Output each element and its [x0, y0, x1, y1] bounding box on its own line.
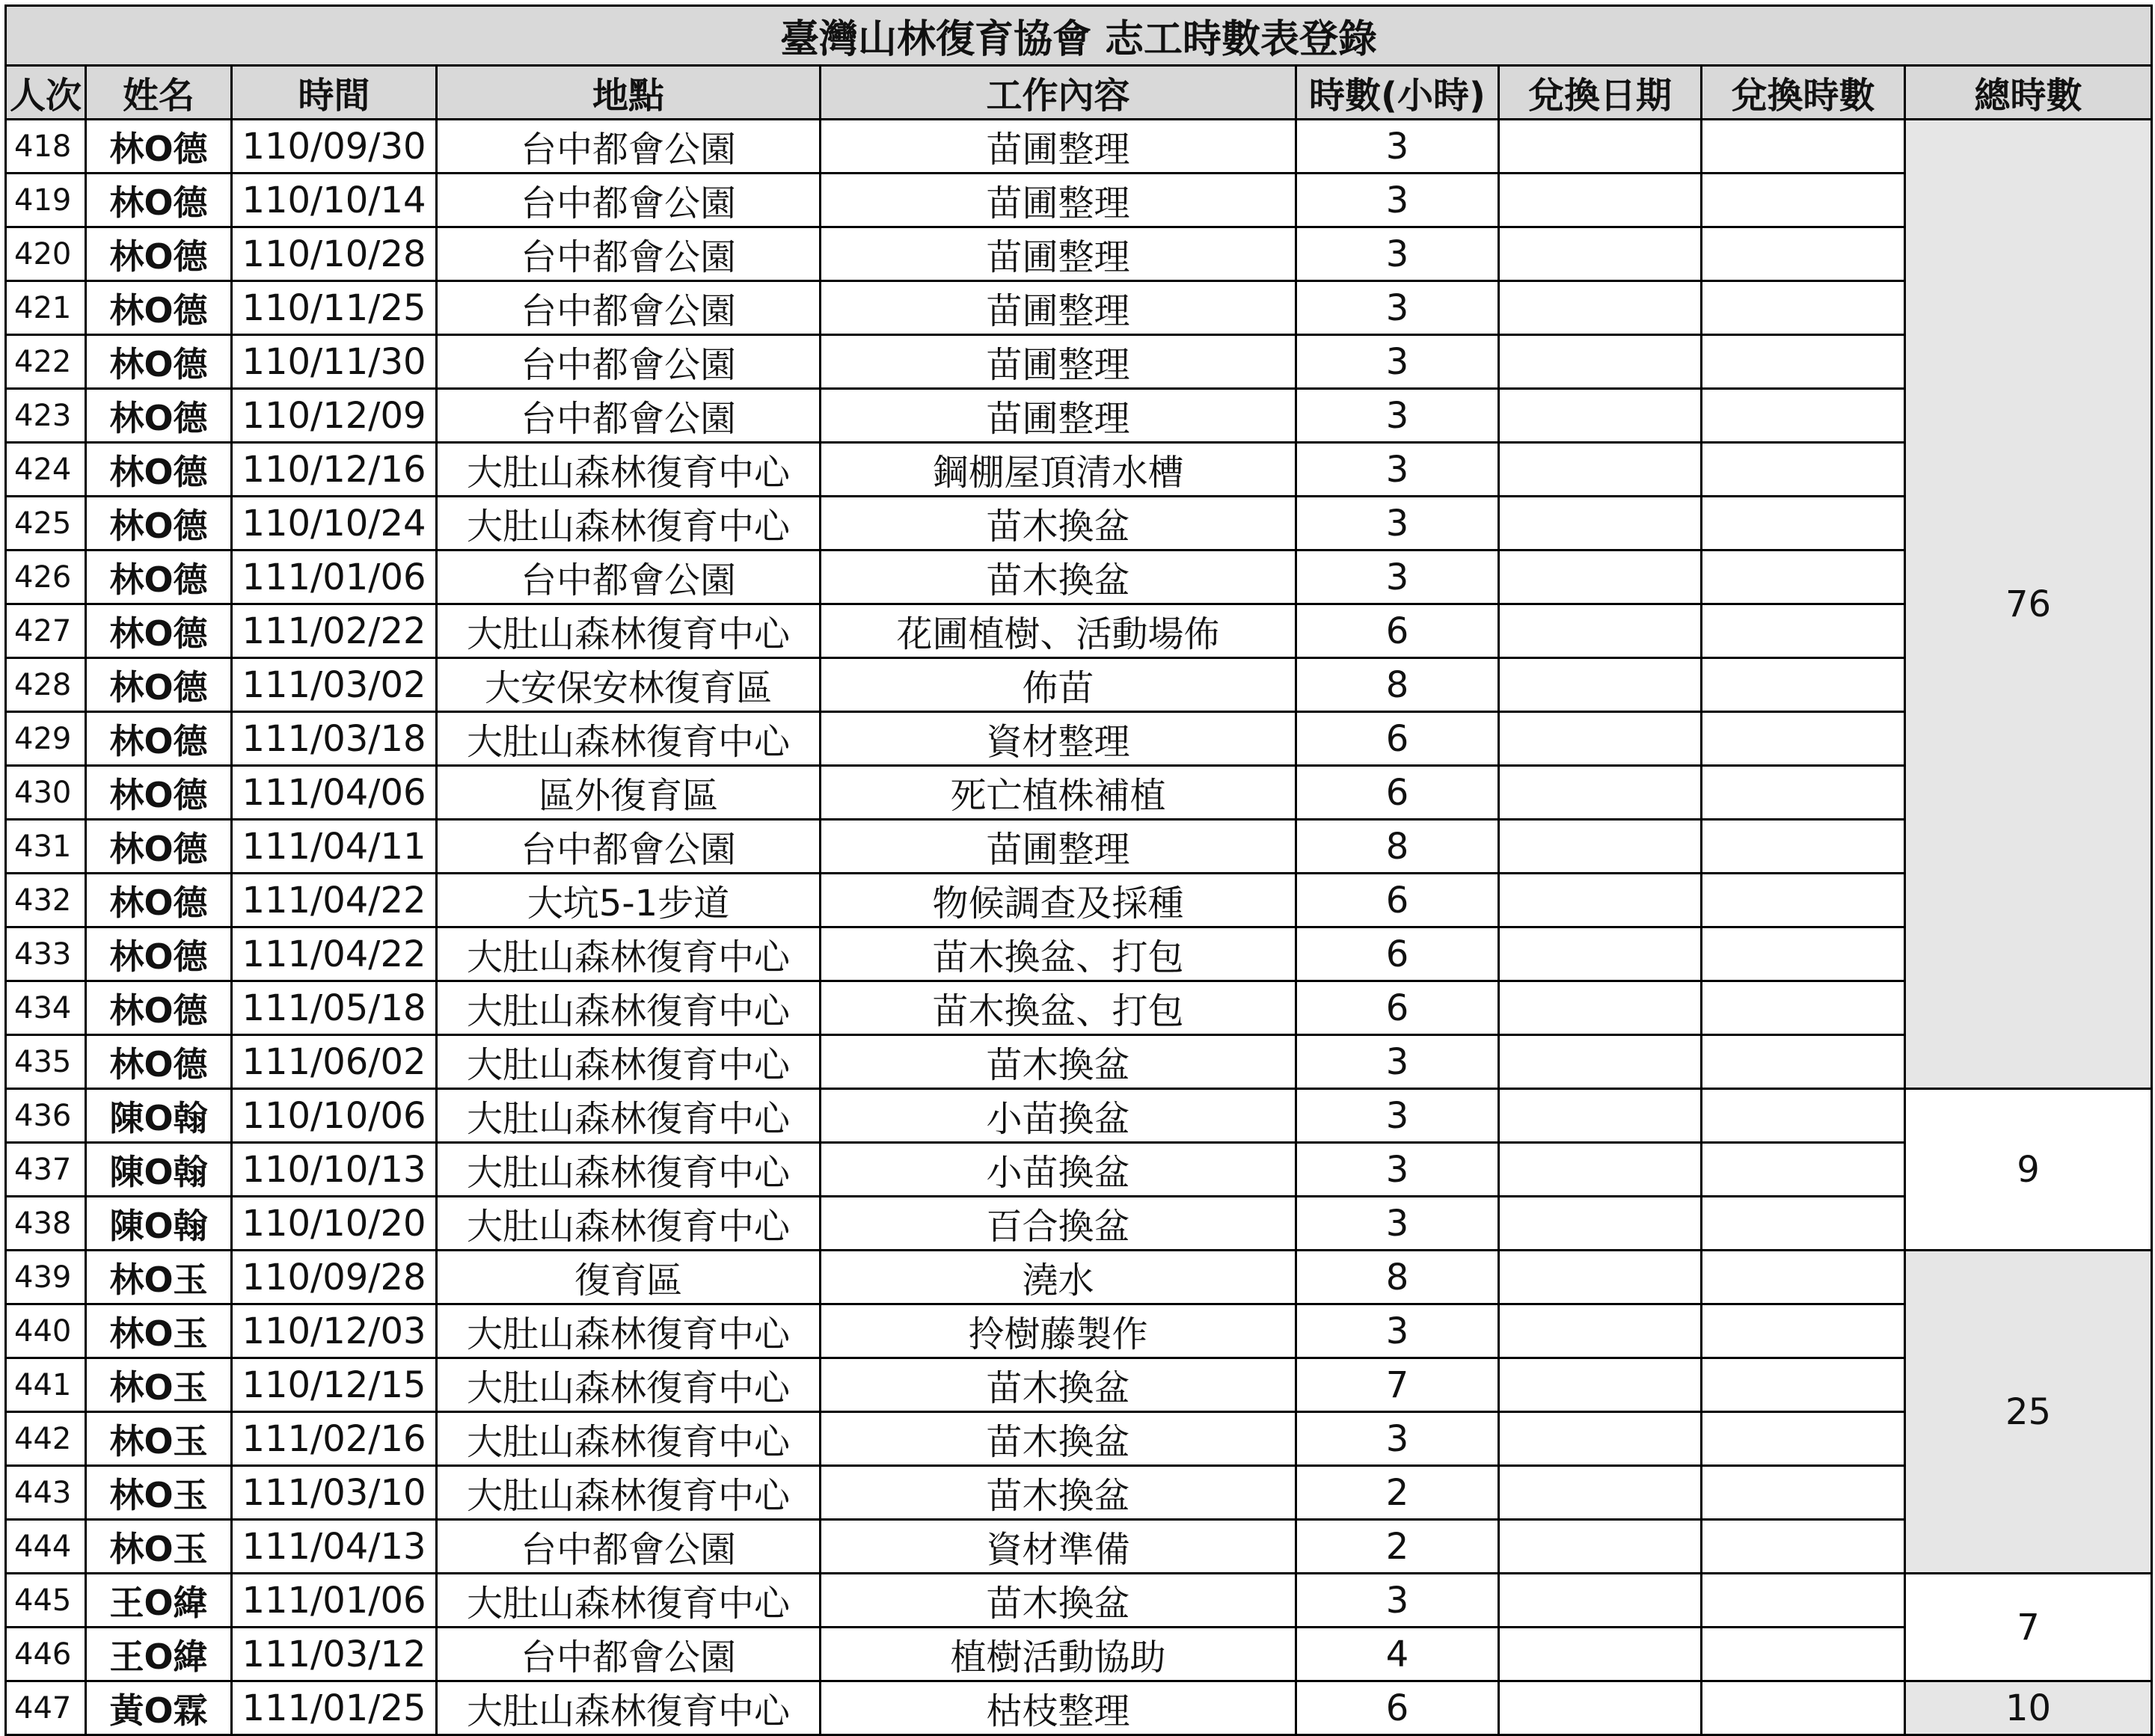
volunteer-name: 陳O翰 [86, 1089, 232, 1143]
work-task: 佈苗 [821, 658, 1296, 712]
exchange-date-cell [1499, 550, 1702, 604]
volunteer-name: 林O德 [86, 604, 232, 658]
work-task: 苗木換盆 [821, 1466, 1296, 1520]
exchange-date-cell [1499, 120, 1702, 174]
volunteer-name: 林O德 [86, 927, 232, 981]
exchange-date-cell [1499, 658, 1702, 712]
header-total: 總時數 [1905, 66, 2152, 120]
exchange-hours-cell [1702, 1466, 1905, 1520]
row-number: 428 [6, 658, 86, 712]
work-date: 110/12/09 [232, 389, 437, 443]
work-date: 111/02/16 [232, 1412, 437, 1466]
work-hours: 3 [1296, 1574, 1499, 1628]
work-hours: 3 [1296, 443, 1499, 497]
row-number: 445 [6, 1574, 86, 1628]
work-location: 大肚山森林復育中心 [437, 1089, 821, 1143]
table-row [6, 1628, 2152, 1681]
volunteer-name: 林O德 [86, 1035, 232, 1089]
work-date: 111/01/06 [232, 1574, 437, 1628]
header-exchange-date: 兌換日期 [1499, 66, 1702, 120]
volunteer-name: 林O德 [86, 227, 232, 281]
work-location: 大肚山森林復育中心 [437, 1197, 821, 1251]
table-row [6, 658, 2152, 712]
row-number: 444 [6, 1520, 86, 1574]
exchange-hours-cell [1702, 1143, 1905, 1197]
work-hours: 3 [1296, 281, 1499, 335]
work-task: 苗木換盆 [821, 1358, 1296, 1412]
row-number: 418 [6, 120, 86, 174]
work-location: 大肚山森林復育中心 [437, 1681, 821, 1735]
row-number: 423 [6, 389, 86, 443]
row-number: 441 [6, 1358, 86, 1412]
work-location: 台中都會公園 [437, 820, 821, 874]
exchange-hours-cell [1702, 712, 1905, 766]
table-row [6, 1197, 2152, 1251]
work-date: 110/12/15 [232, 1358, 437, 1412]
exchange-date-cell [1499, 712, 1702, 766]
exchange-date-cell [1499, 443, 1702, 497]
row-number: 442 [6, 1412, 86, 1466]
total-hours-cell: 9 [1905, 1089, 2152, 1251]
table-row [6, 1304, 2152, 1358]
row-number: 447 [6, 1681, 86, 1735]
work-task: 拎樹藤製作 [821, 1304, 1296, 1358]
exchange-hours-cell [1702, 497, 1905, 550]
table-row [6, 1035, 2152, 1089]
work-location: 台中都會公園 [437, 281, 821, 335]
work-hours: 6 [1296, 874, 1499, 927]
volunteer-name: 林O玉 [86, 1520, 232, 1574]
work-location: 大肚山森林復育中心 [437, 712, 821, 766]
volunteer-name: 王O緯 [86, 1628, 232, 1681]
work-hours: 4 [1296, 1628, 1499, 1681]
exchange-date-cell [1499, 1574, 1702, 1628]
exchange-hours-cell [1702, 1251, 1905, 1304]
row-number: 440 [6, 1304, 86, 1358]
work-hours: 3 [1296, 1143, 1499, 1197]
header-date: 時間 [232, 66, 437, 120]
table-row [6, 1681, 2152, 1735]
exchange-date-cell [1499, 820, 1702, 874]
exchange-hours-cell [1702, 174, 1905, 227]
table-row [6, 604, 2152, 658]
work-hours: 3 [1296, 120, 1499, 174]
exchange-date-cell [1499, 1251, 1702, 1304]
work-date: 110/12/03 [232, 1304, 437, 1358]
exchange-hours-cell [1702, 1574, 1905, 1628]
work-location: 復育區 [437, 1251, 821, 1304]
work-hours: 3 [1296, 497, 1499, 550]
total-hours-cell: 7 [1905, 1574, 2152, 1681]
exchange-date-cell [1499, 389, 1702, 443]
work-date: 111/04/06 [232, 766, 437, 820]
header-exchange-hours: 兌換時數 [1702, 66, 1905, 120]
total-hours-cell: 76 [1905, 120, 2152, 1089]
volunteer-name: 王O緯 [86, 1574, 232, 1628]
volunteer-name: 林O德 [86, 874, 232, 927]
exchange-hours-cell [1702, 1197, 1905, 1251]
work-date: 111/01/06 [232, 550, 437, 604]
work-date: 111/04/13 [232, 1520, 437, 1574]
header-no: 人次 [6, 66, 86, 120]
table-row [6, 443, 2152, 497]
row-number: 446 [6, 1628, 86, 1681]
exchange-hours-cell [1702, 335, 1905, 389]
table-row [6, 981, 2152, 1035]
work-location: 台中都會公園 [437, 1628, 821, 1681]
row-number: 431 [6, 820, 86, 874]
header-location: 地點 [437, 66, 821, 120]
row-number: 424 [6, 443, 86, 497]
volunteer-name: 林O玉 [86, 1358, 232, 1412]
row-number: 433 [6, 927, 86, 981]
volunteer-hours-table [4, 4, 2153, 1736]
table-row [6, 927, 2152, 981]
total-hours-cell: 10 [1905, 1681, 2152, 1735]
table-row [6, 1412, 2152, 1466]
work-date: 110/10/13 [232, 1143, 437, 1197]
exchange-date-cell [1499, 1304, 1702, 1358]
work-date: 110/12/16 [232, 443, 437, 497]
work-hours: 3 [1296, 227, 1499, 281]
work-date: 110/11/25 [232, 281, 437, 335]
work-task: 澆水 [821, 1251, 1296, 1304]
volunteer-name: 林O德 [86, 120, 232, 174]
work-hours: 2 [1296, 1466, 1499, 1520]
exchange-hours-cell [1702, 120, 1905, 174]
exchange-hours-cell [1702, 1520, 1905, 1574]
volunteer-name: 林O德 [86, 497, 232, 550]
exchange-hours-cell [1702, 1035, 1905, 1089]
work-task: 苗圃整理 [821, 120, 1296, 174]
row-number: 432 [6, 874, 86, 927]
work-location: 台中都會公園 [437, 227, 821, 281]
work-date: 110/10/20 [232, 1197, 437, 1251]
row-number: 429 [6, 712, 86, 766]
exchange-hours-cell [1702, 766, 1905, 820]
volunteer-name: 林O德 [86, 712, 232, 766]
row-number: 427 [6, 604, 86, 658]
exchange-date-cell [1499, 927, 1702, 981]
work-task: 花圃植樹、活動場佈 [821, 604, 1296, 658]
row-number: 426 [6, 550, 86, 604]
work-hours: 3 [1296, 550, 1499, 604]
table-row [6, 281, 2152, 335]
table-row [6, 1358, 2152, 1412]
exchange-hours-cell [1702, 820, 1905, 874]
work-task: 苗木換盆 [821, 497, 1296, 550]
table-row [6, 1574, 2152, 1628]
work-hours: 6 [1296, 766, 1499, 820]
exchange-date-cell [1499, 1035, 1702, 1089]
work-task: 鋼棚屋頂清水槽 [821, 443, 1296, 497]
volunteer-name: 林O德 [86, 981, 232, 1035]
row-number: 422 [6, 335, 86, 389]
work-date: 111/06/02 [232, 1035, 437, 1089]
work-date: 110/10/06 [232, 1089, 437, 1143]
exchange-date-cell [1499, 981, 1702, 1035]
volunteer-name: 林O玉 [86, 1466, 232, 1520]
exchange-hours-cell [1702, 874, 1905, 927]
table-row [6, 389, 2152, 443]
work-hours: 8 [1296, 658, 1499, 712]
work-date: 111/01/25 [232, 1681, 437, 1735]
work-location: 台中都會公園 [437, 389, 821, 443]
work-hours: 6 [1296, 927, 1499, 981]
work-hours: 6 [1296, 712, 1499, 766]
exchange-date-cell [1499, 604, 1702, 658]
work-location: 大肚山森林復育中心 [437, 1143, 821, 1197]
table-row [6, 1143, 2152, 1197]
exchange-hours-cell [1702, 227, 1905, 281]
exchange-date-cell [1499, 1197, 1702, 1251]
work-date: 111/04/22 [232, 927, 437, 981]
volunteer-name: 林O德 [86, 658, 232, 712]
work-location: 大肚山森林復育中心 [437, 1035, 821, 1089]
row-number: 430 [6, 766, 86, 820]
volunteer-name: 林O德 [86, 766, 232, 820]
volunteer-name: 陳O翰 [86, 1197, 232, 1251]
exchange-hours-cell [1702, 550, 1905, 604]
exchange-hours-cell [1702, 604, 1905, 658]
work-task: 死亡植株補植 [821, 766, 1296, 820]
work-date: 110/11/30 [232, 335, 437, 389]
work-date: 110/09/28 [232, 1251, 437, 1304]
work-hours: 3 [1296, 389, 1499, 443]
volunteer-name: 林O玉 [86, 1412, 232, 1466]
work-hours: 7 [1296, 1358, 1499, 1412]
volunteer-name: 林O玉 [86, 1304, 232, 1358]
work-date: 111/03/10 [232, 1466, 437, 1520]
work-date: 111/04/22 [232, 874, 437, 927]
header-name: 姓名 [86, 66, 232, 120]
work-hours: 6 [1296, 1681, 1499, 1735]
volunteer-name: 林O德 [86, 174, 232, 227]
exchange-hours-cell [1702, 1304, 1905, 1358]
exchange-date-cell [1499, 1358, 1702, 1412]
table-body [6, 120, 2152, 1735]
volunteer-name: 林O德 [86, 820, 232, 874]
table-row [6, 1466, 2152, 1520]
work-location: 台中都會公園 [437, 335, 821, 389]
exchange-date-cell [1499, 1466, 1702, 1520]
work-task: 資材準備 [821, 1520, 1296, 1574]
table-row [6, 174, 2152, 227]
work-task: 小苗換盆 [821, 1143, 1296, 1197]
row-number: 443 [6, 1466, 86, 1520]
exchange-hours-cell [1702, 443, 1905, 497]
work-task: 苗圃整理 [821, 820, 1296, 874]
row-number: 436 [6, 1089, 86, 1143]
exchange-hours-cell [1702, 1412, 1905, 1466]
volunteer-name: 林O德 [86, 443, 232, 497]
table-row [6, 712, 2152, 766]
row-number: 439 [6, 1251, 86, 1304]
table-row [6, 1520, 2152, 1574]
work-location: 大肚山森林復育中心 [437, 604, 821, 658]
work-task: 苗木換盆 [821, 1574, 1296, 1628]
work-hours: 8 [1296, 1251, 1499, 1304]
work-task: 苗圃整理 [821, 174, 1296, 227]
work-hours: 3 [1296, 1197, 1499, 1251]
work-location: 大肚山森林復育中心 [437, 497, 821, 550]
work-hours: 3 [1296, 1412, 1499, 1466]
exchange-date-cell [1499, 1089, 1702, 1143]
table-row [6, 820, 2152, 874]
work-location: 大肚山森林復育中心 [437, 1412, 821, 1466]
work-location: 大肚山森林復育中心 [437, 927, 821, 981]
work-hours: 6 [1296, 981, 1499, 1035]
exchange-date-cell [1499, 281, 1702, 335]
exchange-date-cell [1499, 874, 1702, 927]
work-location: 大肚山森林復育中心 [437, 1358, 821, 1412]
exchange-hours-cell [1702, 1358, 1905, 1412]
work-hours: 3 [1296, 1035, 1499, 1089]
work-task: 苗圃整理 [821, 335, 1296, 389]
work-location: 大肚山森林復育中心 [437, 1466, 821, 1520]
work-task: 小苗換盆 [821, 1089, 1296, 1143]
work-date: 111/04/11 [232, 820, 437, 874]
work-location: 台中都會公園 [437, 550, 821, 604]
exchange-date-cell [1499, 335, 1702, 389]
row-number: 421 [6, 281, 86, 335]
work-task: 植樹活動協助 [821, 1628, 1296, 1681]
volunteer-name: 林O德 [86, 389, 232, 443]
work-date: 111/05/18 [232, 981, 437, 1035]
exchange-date-cell [1499, 1412, 1702, 1466]
volunteer-name: 黃O霖 [86, 1681, 232, 1735]
exchange-hours-cell [1702, 658, 1905, 712]
work-date: 110/10/24 [232, 497, 437, 550]
work-task: 苗木換盆、打包 [821, 927, 1296, 981]
exchange-date-cell [1499, 1628, 1702, 1681]
row-number: 438 [6, 1197, 86, 1251]
work-date: 110/10/14 [232, 174, 437, 227]
header-hours: 時數(小時) [1296, 66, 1499, 120]
exchange-date-cell [1499, 1681, 1702, 1735]
work-location: 大肚山森林復育中心 [437, 1304, 821, 1358]
table-row [6, 227, 2152, 281]
table-row [6, 1251, 2152, 1304]
row-number: 419 [6, 174, 86, 227]
work-task: 苗圃整理 [821, 281, 1296, 335]
work-location: 大肚山森林復育中心 [437, 981, 821, 1035]
work-location: 台中都會公園 [437, 120, 821, 174]
work-location: 大安保安林復育區 [437, 658, 821, 712]
work-task: 枯枝整理 [821, 1681, 1296, 1735]
volunteer-name: 林O德 [86, 281, 232, 335]
table-row [6, 874, 2152, 927]
exchange-date-cell [1499, 227, 1702, 281]
table-row [6, 1089, 2152, 1143]
work-location: 大肚山森林復育中心 [437, 443, 821, 497]
table-row [6, 550, 2152, 604]
work-location: 大坑5-1步道 [437, 874, 821, 927]
work-task: 百合換盆 [821, 1197, 1296, 1251]
header-task: 工作內容 [821, 66, 1296, 120]
exchange-date-cell [1499, 174, 1702, 227]
exchange-hours-cell [1702, 927, 1905, 981]
work-task: 苗木換盆 [821, 1035, 1296, 1089]
work-hours: 3 [1296, 335, 1499, 389]
work-task: 物候調查及採種 [821, 874, 1296, 927]
sheet-title: 臺灣山林復育協會 志工時數表登錄 [6, 6, 2152, 66]
work-hours: 3 [1296, 1304, 1499, 1358]
row-number: 437 [6, 1143, 86, 1197]
exchange-hours-cell [1702, 281, 1905, 335]
work-task: 苗木換盆 [821, 550, 1296, 604]
table-row [6, 335, 2152, 389]
work-task: 苗木換盆 [821, 1412, 1296, 1466]
work-task: 苗圃整理 [821, 227, 1296, 281]
row-number: 420 [6, 227, 86, 281]
work-hours: 8 [1296, 820, 1499, 874]
work-hours: 3 [1296, 1089, 1499, 1143]
table-row [6, 766, 2152, 820]
work-date: 110/09/30 [232, 120, 437, 174]
volunteer-name: 林O玉 [86, 1251, 232, 1304]
work-date: 111/03/12 [232, 1628, 437, 1681]
volunteer-name: 陳O翰 [86, 1143, 232, 1197]
exchange-date-cell [1499, 1143, 1702, 1197]
table-row [6, 497, 2152, 550]
exchange-hours-cell [1702, 1628, 1905, 1681]
work-date: 110/10/28 [232, 227, 437, 281]
exchange-hours-cell [1702, 1089, 1905, 1143]
work-task: 苗木換盆、打包 [821, 981, 1296, 1035]
volunteer-name: 林O德 [86, 335, 232, 389]
table-row [6, 120, 2152, 174]
work-task: 資材整理 [821, 712, 1296, 766]
work-task: 苗圃整理 [821, 389, 1296, 443]
exchange-hours-cell [1702, 981, 1905, 1035]
row-number: 435 [6, 1035, 86, 1089]
work-location: 台中都會公園 [437, 1520, 821, 1574]
exchange-hours-cell [1702, 1681, 1905, 1735]
exchange-date-cell [1499, 1520, 1702, 1574]
row-number: 434 [6, 981, 86, 1035]
row-number: 425 [6, 497, 86, 550]
work-date: 111/03/02 [232, 658, 437, 712]
total-hours-cell: 25 [1905, 1251, 2152, 1574]
work-hours: 6 [1296, 604, 1499, 658]
work-date: 111/03/18 [232, 712, 437, 766]
volunteer-name: 林O德 [86, 550, 232, 604]
exchange-date-cell [1499, 497, 1702, 550]
exchange-date-cell [1499, 766, 1702, 820]
exchange-hours-cell [1702, 389, 1905, 443]
work-date: 111/02/22 [232, 604, 437, 658]
work-location: 區外復育區 [437, 766, 821, 820]
work-hours: 2 [1296, 1520, 1499, 1574]
work-hours: 3 [1296, 174, 1499, 227]
work-location: 台中都會公園 [437, 174, 821, 227]
work-location: 大肚山森林復育中心 [437, 1574, 821, 1628]
